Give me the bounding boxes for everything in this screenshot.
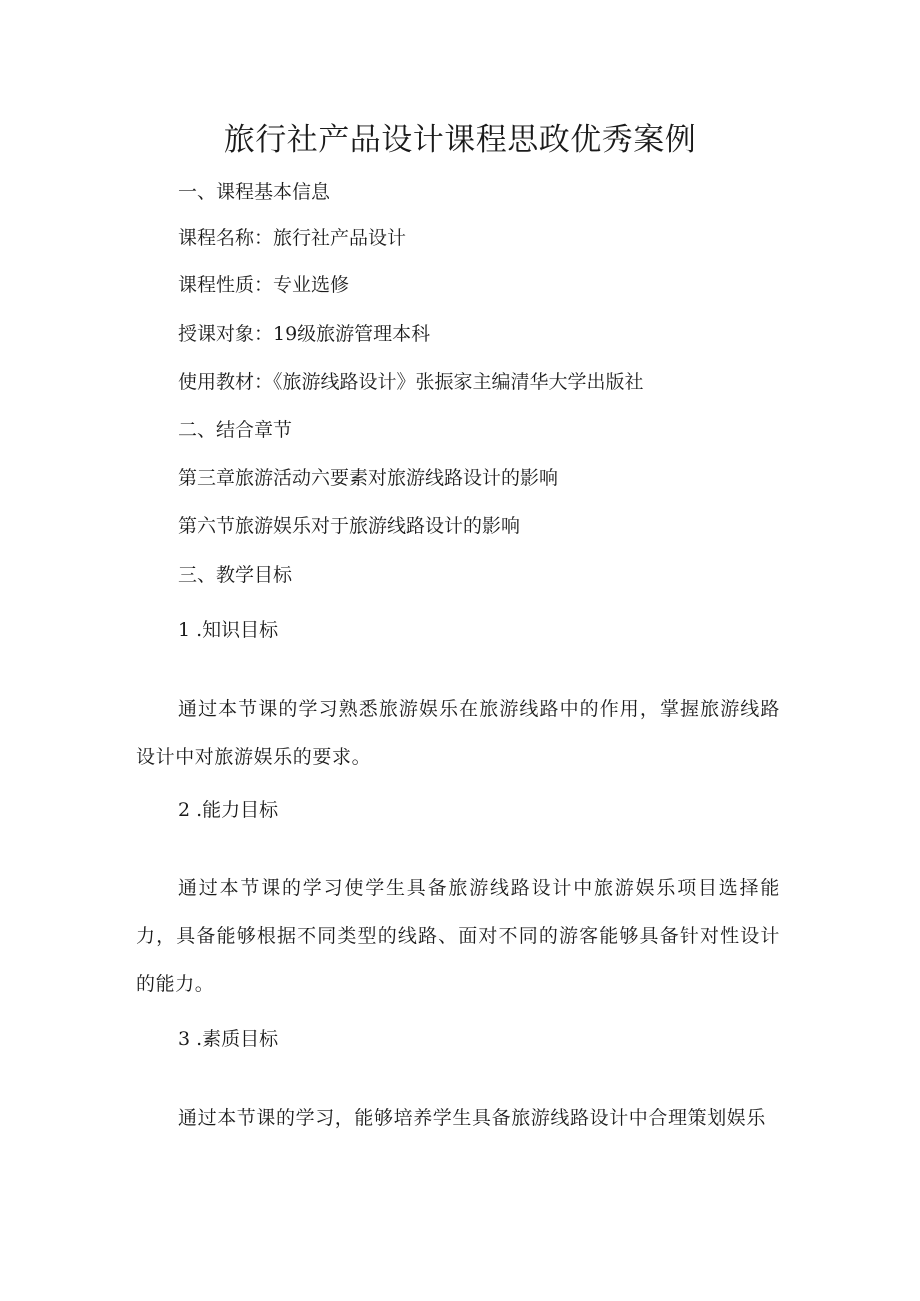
- section3-heading: 三、教学目标: [178, 564, 293, 586]
- section-line: 第六节旅游娱乐对于旅游线路设计的影响: [178, 515, 521, 537]
- section2-heading: 二、结合章节: [178, 419, 293, 441]
- textbook-line: 使用教材：《旅游线路设计》张振家主编清华大学出版社: [178, 371, 644, 393]
- goal3-paragraph: 通过本节课的学习，能够培养学生具备旅游线路设计中合理策划娱乐: [178, 1107, 767, 1129]
- chapter-line: 第三章旅游活动六要素对旅游线路设计的影响: [178, 467, 559, 489]
- course-type-line: 课程性质：专业选修: [178, 274, 350, 296]
- audience-line: 授课对象：19级旅游管理本科: [178, 323, 431, 345]
- goal3-title: 3 .素质目标: [178, 1028, 279, 1050]
- goal2-title: 2 .能力目标: [178, 799, 279, 821]
- goal1-paragraph: 通过本节课的学习熟悉旅游娱乐在旅游线路中的作用，掌握旅游线路设计中对旅游娱乐的要求。: [136, 698, 780, 768]
- section1-heading: 一、课程基本信息: [178, 181, 331, 203]
- goal1-title: 1 .知识目标: [178, 619, 279, 641]
- course-name-line: 课程名称：旅行社产品设计: [178, 227, 407, 249]
- document-title: 旅行社产品设计课程思政优秀案例: [223, 122, 697, 158]
- goal2-paragraph: 通过本节课的学习使学生具备旅游线路设计中旅游娱乐项目选择能力，具备能够根据不同类型的线路、面对不同的游客能够具备针对性设计的能力。: [136, 877, 780, 995]
